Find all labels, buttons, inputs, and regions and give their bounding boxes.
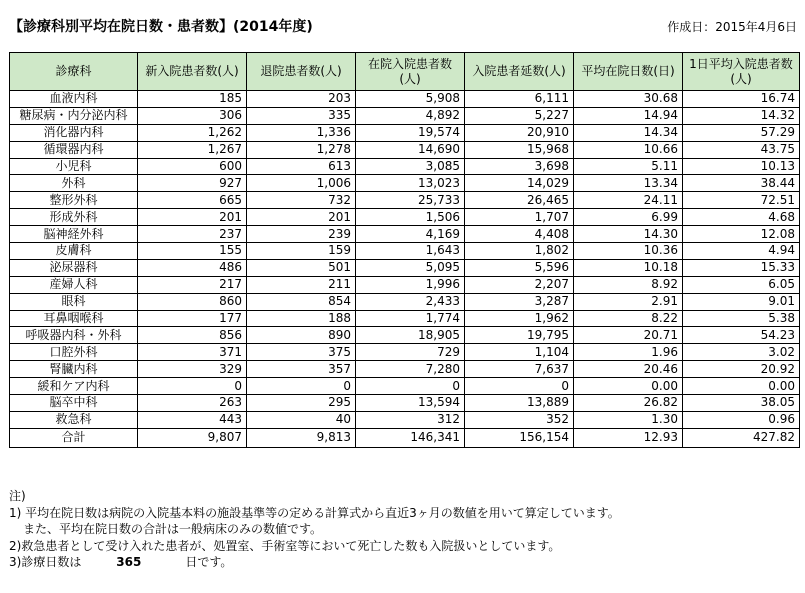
table-row <box>10 243 800 260</box>
table-cell: 263 <box>138 395 247 412</box>
table-cell: 9,807 <box>138 428 247 447</box>
department-name: 循環器内科 <box>10 141 138 158</box>
table-row <box>10 276 800 293</box>
table-body <box>10 91 800 429</box>
table-cell: 5,596 <box>465 259 574 276</box>
table-cell: 217 <box>138 276 247 293</box>
table-cell: 203 <box>247 91 356 108</box>
total-label: 合計 <box>10 428 138 447</box>
table-cell: 1,996 <box>356 276 465 293</box>
note-line: また、平均在院日数の合計は一般病床のみの数値です。 <box>23 522 323 536</box>
table-cell: 18,905 <box>356 327 465 344</box>
table-cell: 1,643 <box>356 243 465 260</box>
table-cell: 156,154 <box>465 428 574 447</box>
table-cell: 357 <box>247 361 356 378</box>
table-cell: 890 <box>247 327 356 344</box>
table-row <box>10 310 800 327</box>
note-days-prefix: 3)診療日数は <box>9 555 82 569</box>
table-cell: 159 <box>247 243 356 260</box>
table-cell: 12.93 <box>574 428 683 447</box>
table-cell: 5,095 <box>356 259 465 276</box>
table-cell: 0 <box>356 378 465 395</box>
column-header: 1日平均入院患者数(人) <box>683 53 800 91</box>
table-row <box>10 395 800 412</box>
table-cell: 729 <box>356 344 465 361</box>
table-cell: 1,336 <box>247 124 356 141</box>
table-row <box>10 107 800 124</box>
department-name: 血液内科 <box>10 91 138 108</box>
table-cell: 72.51 <box>683 192 800 209</box>
table-cell: 854 <box>247 293 356 310</box>
table-cell: 371 <box>138 344 247 361</box>
table-cell: 600 <box>138 158 247 175</box>
table-cell: 312 <box>356 411 465 428</box>
note-line-days <box>9 554 620 571</box>
table-cell: 0.00 <box>683 378 800 395</box>
table-cell: 1.30 <box>574 411 683 428</box>
table-cell: 0 <box>247 378 356 395</box>
table-cell: 30.68 <box>574 91 683 108</box>
table-cell: 443 <box>138 411 247 428</box>
department-name: 緩和ケア内科 <box>10 378 138 395</box>
table-cell: 19,574 <box>356 124 465 141</box>
table-cell: 25,733 <box>356 192 465 209</box>
table-cell: 501 <box>247 259 356 276</box>
table-cell: 8.92 <box>574 276 683 293</box>
table-cell: 237 <box>138 226 247 243</box>
table-cell: 26,465 <box>465 192 574 209</box>
table-cell: 352 <box>465 411 574 428</box>
table-cell: 486 <box>138 259 247 276</box>
department-name: 泌尿器科 <box>10 259 138 276</box>
table-cell: 0 <box>138 378 247 395</box>
table-cell: 1,774 <box>356 310 465 327</box>
table-cell: 1,267 <box>138 141 247 158</box>
notes-heading: 注) <box>9 489 26 503</box>
table-cell: 14,690 <box>356 141 465 158</box>
creation-date: 作成日：2015年4月6日 <box>667 20 797 34</box>
table-cell: 20.46 <box>574 361 683 378</box>
table-cell: 13,023 <box>356 175 465 192</box>
table-cell: 19,795 <box>465 327 574 344</box>
table-row <box>10 259 800 276</box>
table-cell: 9.01 <box>683 293 800 310</box>
table-cell: 43.75 <box>683 141 800 158</box>
table-cell: 146,341 <box>356 428 465 447</box>
table-cell: 6.99 <box>574 209 683 226</box>
department-name: 脳卒中科 <box>10 395 138 412</box>
department-name: 形成外科 <box>10 209 138 226</box>
table-cell: 201 <box>138 209 247 226</box>
table-cell: 732 <box>247 192 356 209</box>
department-name: 眼科 <box>10 293 138 310</box>
table-row <box>10 361 800 378</box>
department-name: 小児科 <box>10 158 138 175</box>
table-cell: 7,280 <box>356 361 465 378</box>
department-name: 口腔外科 <box>10 344 138 361</box>
table-cell: 155 <box>138 243 247 260</box>
table-cell: 1.96 <box>574 344 683 361</box>
table-cell: 14.32 <box>683 107 800 124</box>
table-cell: 4,892 <box>356 107 465 124</box>
table-cell: 14.30 <box>574 226 683 243</box>
table-row <box>10 91 800 108</box>
table-cell: 12.08 <box>683 226 800 243</box>
table-cell: 4,408 <box>465 226 574 243</box>
table-row <box>10 141 800 158</box>
department-name: 整形外科 <box>10 192 138 209</box>
table-cell: 13,889 <box>465 395 574 412</box>
table-cell: 665 <box>138 192 247 209</box>
table-cell: 4.68 <box>683 209 800 226</box>
department-name: 呼吸器内科・外科 <box>10 327 138 344</box>
table-cell: 335 <box>247 107 356 124</box>
table-cell: 54.23 <box>683 327 800 344</box>
table-row <box>10 209 800 226</box>
table-cell: 40 <box>247 411 356 428</box>
table-row <box>10 124 800 141</box>
table-cell: 1,962 <box>465 310 574 327</box>
note-line: 1) 平均在院日数は病院の入院基本料の施設基準等の定める計算式から直近3ヶ月の数値を用いて算定しています。 <box>9 505 620 520</box>
table-cell: 3,698 <box>465 158 574 175</box>
note-days-suffix: 日です。 <box>185 555 233 569</box>
table-cell: 1,006 <box>247 175 356 192</box>
table-row <box>10 344 800 361</box>
table-cell: 295 <box>247 395 356 412</box>
table-cell: 0.96 <box>683 411 800 428</box>
table-cell: 15.33 <box>683 259 800 276</box>
table-row <box>10 226 800 243</box>
table-cell: 2,433 <box>356 293 465 310</box>
report-title: 【診療科別平均在院日数・患者数】(2014年度) <box>9 19 313 35</box>
table-cell: 5,908 <box>356 91 465 108</box>
table-row <box>10 192 800 209</box>
table-cell: 306 <box>138 107 247 124</box>
department-name: 消化器内科 <box>10 124 138 141</box>
table-row <box>10 378 800 395</box>
table-cell: 211 <box>247 276 356 293</box>
table-cell: 239 <box>247 226 356 243</box>
table-cell: 9,813 <box>247 428 356 447</box>
table-cell: 16.74 <box>683 91 800 108</box>
table-row <box>10 293 800 310</box>
table-cell: 6,111 <box>465 91 574 108</box>
table-row <box>10 411 800 428</box>
table-cell: 20.92 <box>683 361 800 378</box>
column-header: 新入院患者数(人) <box>138 53 247 91</box>
column-header: 平均在院日数(日) <box>574 53 683 91</box>
table-cell: 7,637 <box>465 361 574 378</box>
report-header <box>9 16 797 36</box>
column-header: 診療科 <box>10 53 138 91</box>
note-days-value: 365 <box>116 555 142 569</box>
department-stats-table <box>9 52 800 448</box>
column-header: 入院患者延数(人) <box>465 53 574 91</box>
table-cell: 0 <box>465 378 574 395</box>
table-cell: 26.82 <box>574 395 683 412</box>
table-cell: 6.05 <box>683 276 800 293</box>
table-cell: 2.91 <box>574 293 683 310</box>
table-cell: 177 <box>138 310 247 327</box>
table-cell: 1,802 <box>465 243 574 260</box>
table-cell: 188 <box>247 310 356 327</box>
column-header: 在院入院患者数(人) <box>356 53 465 91</box>
table-cell: 5.11 <box>574 158 683 175</box>
department-name: 耳鼻咽喉科 <box>10 310 138 327</box>
table-cell: 13,594 <box>356 395 465 412</box>
table-cell: 15,968 <box>465 141 574 158</box>
table-cell: 1,262 <box>138 124 247 141</box>
table-cell: 10.13 <box>683 158 800 175</box>
department-name: 糖尿病・内分泌内科 <box>10 107 138 124</box>
table-cell: 14.34 <box>574 124 683 141</box>
table-cell: 38.44 <box>683 175 800 192</box>
column-header: 退院患者数(人) <box>247 53 356 91</box>
table-cell: 14.94 <box>574 107 683 124</box>
table-cell: 1,707 <box>465 209 574 226</box>
table-cell: 185 <box>138 91 247 108</box>
table-cell: 3.02 <box>683 344 800 361</box>
table-row <box>10 175 800 192</box>
table-cell: 1,104 <box>465 344 574 361</box>
table-cell: 1,278 <box>247 141 356 158</box>
table-cell: 0.00 <box>574 378 683 395</box>
table-cell: 5,227 <box>465 107 574 124</box>
note-line: 2)救急患者として受け入れた患者が、処置室、手術室等において死亡した数も入院扱いとしています。 <box>9 538 561 553</box>
table-cell: 201 <box>247 209 356 226</box>
table-cell: 927 <box>138 175 247 192</box>
table-cell: 4.94 <box>683 243 800 260</box>
table-cell: 14,029 <box>465 175 574 192</box>
table-cell: 5.38 <box>683 310 800 327</box>
table-cell: 375 <box>247 344 356 361</box>
table-cell: 427.82 <box>683 428 800 447</box>
table-cell: 20.71 <box>574 327 683 344</box>
table-cell: 1,506 <box>356 209 465 226</box>
table-cell: 329 <box>138 361 247 378</box>
table-cell: 10.36 <box>574 243 683 260</box>
department-name: 救急科 <box>10 411 138 428</box>
table-cell: 38.05 <box>683 395 800 412</box>
table-cell: 2,207 <box>465 276 574 293</box>
total-row <box>10 428 800 447</box>
table-cell: 860 <box>138 293 247 310</box>
department-name: 産婦人科 <box>10 276 138 293</box>
table-cell: 4,169 <box>356 226 465 243</box>
table-cell: 20,910 <box>465 124 574 141</box>
table-cell: 10.66 <box>574 141 683 158</box>
department-name: 外科 <box>10 175 138 192</box>
table-cell: 3,287 <box>465 293 574 310</box>
department-name: 皮膚科 <box>10 243 138 260</box>
table-cell: 57.29 <box>683 124 800 141</box>
table-header-row <box>10 53 800 91</box>
table-cell: 613 <box>247 158 356 175</box>
department-name: 腎臓内科 <box>10 361 138 378</box>
table-cell: 8.22 <box>574 310 683 327</box>
table-cell: 3,085 <box>356 158 465 175</box>
department-name: 脳神経外科 <box>10 226 138 243</box>
table-cell: 13.34 <box>574 175 683 192</box>
table-cell: 10.18 <box>574 259 683 276</box>
table-cell: 24.11 <box>574 192 683 209</box>
table-row <box>10 327 800 344</box>
table-cell: 856 <box>138 327 247 344</box>
table-row <box>10 158 800 175</box>
notes-section <box>9 488 620 571</box>
